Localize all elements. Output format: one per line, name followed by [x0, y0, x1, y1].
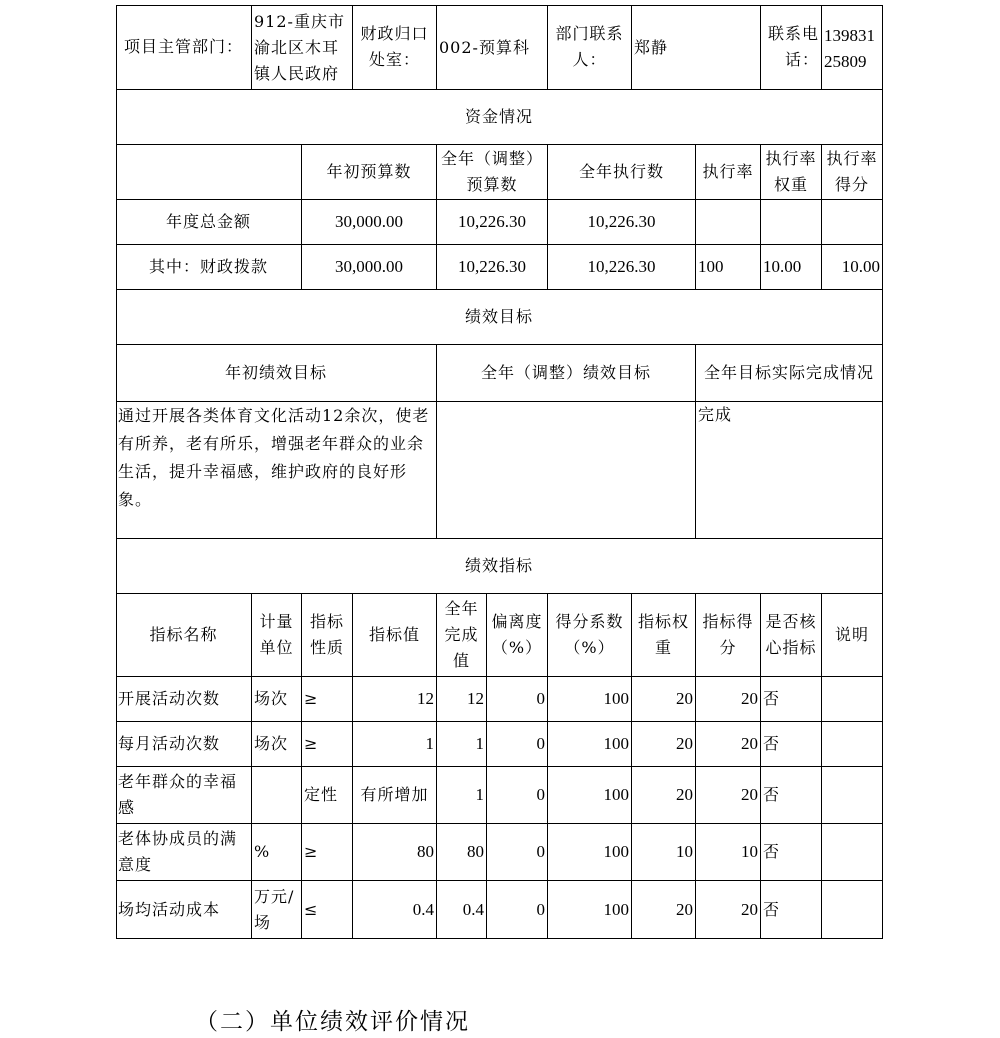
- ind-core: 否: [761, 722, 822, 767]
- goals-adjusted-text: [437, 402, 696, 539]
- ind-score: 20: [696, 767, 761, 824]
- ind-coefficient: 100: [548, 824, 632, 881]
- ind-note: [822, 767, 883, 824]
- funds-row-adjusted: 10,226.30: [437, 200, 548, 245]
- funds-row-adjusted: 10,226.30: [437, 245, 548, 290]
- funds-col-weight: 执行率权重: [761, 145, 822, 200]
- ind-note: [822, 881, 883, 939]
- ind-target: 1: [353, 722, 437, 767]
- ind-actual: 0.4: [437, 881, 487, 939]
- contact-label: 部门联系人：: [548, 5, 632, 90]
- ind-core: 否: [761, 677, 822, 722]
- ind-note: [822, 824, 883, 881]
- ind-header-cell: 偏离度（%）: [487, 594, 548, 677]
- ind-note: [822, 722, 883, 767]
- goals-initial-text: 通过开展各类体育文化活动12余次，使老有所养，老有所乐，增强老年群众的业余生活，提升幸福感，维护政府的良好形象。: [116, 402, 437, 539]
- ind-header-cell: 指标名称: [116, 594, 252, 677]
- ind-actual: 80: [437, 824, 487, 881]
- ind-score: 20: [696, 722, 761, 767]
- ind-actual: 1: [437, 722, 487, 767]
- funds-row-score: [822, 200, 883, 245]
- ind-unit: 场次: [252, 722, 302, 767]
- funds-row-weight: [761, 200, 822, 245]
- ind-score: 20: [696, 881, 761, 939]
- contact-value: 郑静: [632, 5, 761, 90]
- ind-unit: 万元/场: [252, 881, 302, 939]
- funds-row-rate: [696, 200, 761, 245]
- ind-core: 否: [761, 767, 822, 824]
- ind-core: 否: [761, 824, 822, 881]
- ind-score: 10: [696, 824, 761, 881]
- ind-header-cell: 说明: [822, 594, 883, 677]
- ind-unit: 场次: [252, 677, 302, 722]
- ind-header-cell: 指标性质: [302, 594, 353, 677]
- ind-nature: ≥: [302, 677, 353, 722]
- performance-table: [116, 5, 883, 939]
- dept-label: 项目主管部门：: [116, 5, 252, 90]
- funds-blank-header: [116, 145, 302, 200]
- ind-header-cell: 指标值: [353, 594, 437, 677]
- dept-value: 912-重庆市渝北区木耳镇人民政府: [252, 5, 353, 90]
- ind-weight: 20: [632, 767, 696, 824]
- funds-col-score: 执行率得分: [822, 145, 883, 200]
- funds-row-executed: 10,226.30: [548, 200, 696, 245]
- ind-actual: 12: [437, 677, 487, 722]
- ind-note: [822, 677, 883, 722]
- ind-actual: 1: [437, 767, 487, 824]
- ind-nature: ≥: [302, 824, 353, 881]
- goals-col-adjusted: 全年（调整）绩效目标: [437, 345, 696, 402]
- funds-section-title: 资金情况: [116, 90, 883, 145]
- ind-deviation: 0: [487, 824, 548, 881]
- phone-value: 13983125809: [822, 5, 883, 90]
- funds-row-initial: 30,000.00: [302, 245, 437, 290]
- ind-name: 老体协成员的满意度: [116, 824, 252, 881]
- funds-row-initial: 30,000.00: [302, 200, 437, 245]
- ind-deviation: 0: [487, 722, 548, 767]
- funds-row-weight: 10.00: [761, 245, 822, 290]
- ind-nature: 定性: [302, 767, 353, 824]
- ind-deviation: 0: [487, 767, 548, 824]
- ind-weight: 20: [632, 677, 696, 722]
- ind-coefficient: 100: [548, 767, 632, 824]
- ind-header-cell: 得分系数（%）: [548, 594, 632, 677]
- ind-nature: ≤: [302, 881, 353, 939]
- ind-name: 开展活动次数: [116, 677, 252, 722]
- goals-section-title: 绩效目标: [116, 290, 883, 345]
- goals-col-initial: 年初绩效目标: [116, 345, 437, 402]
- ind-name: 每月活动次数: [116, 722, 252, 767]
- funds-col-executed: 全年执行数: [548, 145, 696, 200]
- funds-row-label: 年度总金额: [116, 200, 302, 245]
- funds-col-adjusted: 全年（调整）预算数: [437, 145, 548, 200]
- goals-col-actual: 全年目标实际完成情况: [696, 345, 883, 402]
- funds-row-executed: 10,226.30: [548, 245, 696, 290]
- ind-target: 0.4: [353, 881, 437, 939]
- ind-name: 场均活动成本: [116, 881, 252, 939]
- ind-unit: [252, 767, 302, 824]
- funds-row-rate: 100: [696, 245, 761, 290]
- ind-nature: ≥: [302, 722, 353, 767]
- phone-label: 联系电话：: [761, 5, 822, 90]
- finance-value: 002-预算科: [437, 5, 548, 90]
- ind-weight: 20: [632, 881, 696, 939]
- ind-weight: 10: [632, 824, 696, 881]
- finance-label: 财政归口处室：: [353, 5, 437, 90]
- ind-header-cell: 计量单位: [252, 594, 302, 677]
- ind-weight: 20: [632, 722, 696, 767]
- funds-row-label: 其中：财政拨款: [116, 245, 302, 290]
- indicators-section-title: 绩效指标: [116, 539, 883, 594]
- section-heading: （二）单位绩效评价情况: [195, 1009, 470, 1035]
- ind-header-cell: 全年完成值: [437, 594, 487, 677]
- funds-row-score: 10.00: [822, 245, 883, 290]
- ind-name: 老年群众的幸福感: [116, 767, 252, 824]
- ind-coefficient: 100: [548, 881, 632, 939]
- funds-col-rate: 执行率: [696, 145, 761, 200]
- funds-col-initial: 年初预算数: [302, 145, 437, 200]
- ind-header-cell: 是否核心指标: [761, 594, 822, 677]
- ind-score: 20: [696, 677, 761, 722]
- ind-deviation: 0: [487, 677, 548, 722]
- ind-coefficient: 100: [548, 722, 632, 767]
- ind-unit: %: [252, 824, 302, 881]
- goals-actual-text: 完成: [696, 402, 883, 539]
- ind-target: 80: [353, 824, 437, 881]
- ind-core: 否: [761, 881, 822, 939]
- ind-deviation: 0: [487, 881, 548, 939]
- ind-header-cell: 指标权重: [632, 594, 696, 677]
- ind-coefficient: 100: [548, 677, 632, 722]
- ind-header-cell: 指标得分: [696, 594, 761, 677]
- ind-target: 有所增加: [353, 767, 437, 824]
- ind-target: 12: [353, 677, 437, 722]
